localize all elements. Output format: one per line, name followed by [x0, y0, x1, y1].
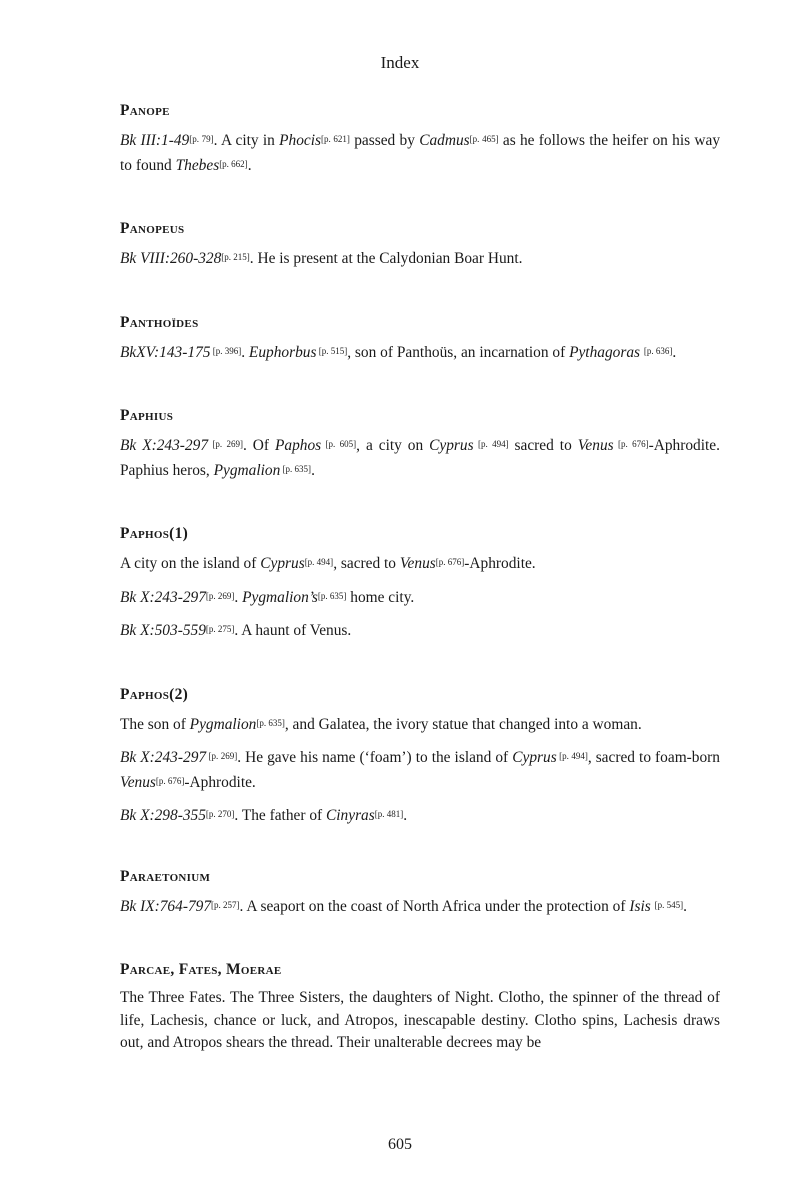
book-reference: Bk VIII:260-328 — [120, 250, 222, 267]
entry-paragraph — [120, 433, 720, 482]
entry-paragraph — [120, 340, 720, 365]
entry-text: home city. — [346, 588, 415, 606]
page-reference: [p. 676] — [155, 775, 185, 786]
entry-text: passed by — [349, 132, 420, 149]
entry-text: . A haunt of Venus. — [234, 622, 352, 639]
cross-reference-name: Venus — [577, 437, 614, 454]
page-reference: [p. 257] — [211, 899, 240, 910]
entry-paragraph — [120, 128, 720, 177]
cross-reference-name: Paphos — [275, 437, 322, 454]
entry-text: , sacred to — [333, 555, 400, 572]
entry-heading: Panopeus — [120, 220, 185, 237]
cross-reference-name: Thebes — [175, 156, 220, 174]
entry-text: . — [247, 156, 252, 174]
cross-reference-name: Cyprus — [429, 437, 474, 454]
cross-reference-name: Cinyras — [326, 807, 375, 824]
book-reference: Bk X:243-297 — [120, 588, 206, 606]
page-reference: [p. 605] — [321, 439, 357, 449]
index-entry — [120, 218, 720, 271]
page-reference: [p. 481] — [374, 809, 404, 819]
cross-reference-name: Venus — [120, 773, 156, 791]
entry-text: as he follows the heifer on his way to found — [120, 132, 721, 174]
index-entry — [120, 312, 720, 365]
entry-paragraph — [120, 585, 720, 610]
entry-paragraph — [120, 712, 720, 737]
entry-paragraph — [120, 745, 720, 794]
cross-reference-name: Cyprus — [512, 749, 557, 766]
entry-text: . A seaport on the coast of North Africa under the protection of — [239, 897, 630, 915]
page-reference: [p. 662] — [219, 158, 248, 169]
entry-text: -Aphrodite. — [184, 773, 256, 791]
entry-text: . — [683, 897, 687, 915]
entry-heading: Paphos(1) — [120, 525, 189, 542]
index-entries — [120, 100, 720, 1096]
book-reference: Bk X:503-559 — [120, 622, 206, 639]
index-entry — [120, 684, 720, 828]
entry-heading: Parcae, Fates, Moerae — [120, 961, 282, 978]
page-reference: [p. 635] — [256, 717, 285, 728]
entry-text: . — [672, 343, 677, 361]
page-number: 605 — [388, 1136, 412, 1153]
book-reference: Bk X:243-297 — [120, 749, 207, 766]
entry-text: . He gave his name (‘foam’) to the island of — [237, 749, 513, 766]
book-reference: Bk III:1-49 — [120, 132, 190, 149]
entry-text: . — [241, 343, 249, 361]
entry-text: . — [311, 461, 315, 479]
running-head: Index — [380, 53, 420, 72]
index-entry — [120, 866, 720, 919]
entry-text: -Aphrodite. — [464, 555, 536, 572]
entry-heading: Paphius — [120, 407, 174, 424]
cross-reference-name: Pythagoras — [569, 343, 641, 361]
page-reference: [p. 465] — [469, 134, 499, 144]
index-entry — [120, 523, 720, 643]
entry-paragraph — [120, 246, 720, 271]
cross-reference-name: Phocis — [279, 132, 321, 149]
entry-text: A city on the island of — [120, 555, 261, 572]
entry-text: The son of — [120, 715, 190, 733]
index-entry — [120, 959, 720, 1055]
entry-text: . He is present at the Calydonian Boar Hunt. — [249, 250, 523, 267]
entry-paragraph — [120, 803, 720, 828]
book-reference: Bk X:243-297 — [120, 437, 209, 454]
cross-reference-name: Pygmalion’s — [242, 588, 318, 606]
entry-text: The Three Fates. The Three Sisters, the daughters of Night. Clotho, the spinner of the thread of life, Lachesis, chance or luck, and Atropos, inescapable destiny. Clotho spins, Lachesis draws out, and Atropos shears the thread. Their unalterable decrees may be — [120, 989, 720, 1051]
page-reference: [p. 676] — [435, 557, 465, 567]
page-reference: [p. 635] — [317, 590, 347, 601]
entry-text: . The father of — [234, 807, 326, 824]
entry-text: . Of — [242, 437, 275, 454]
page-reference: [p. 676] — [613, 439, 649, 449]
cross-reference-name: Isis — [629, 897, 651, 915]
entry-text: , son of Panthoüs, an incarnation of — [347, 343, 570, 361]
book-reference: Bk IX:764-797 — [120, 897, 212, 915]
cross-reference-name: Pygmalion — [189, 715, 257, 733]
page-reference: [p. 635] — [280, 463, 312, 474]
cross-reference-name: Euphorbus — [248, 343, 317, 361]
entry-paragraph — [120, 551, 720, 576]
entry-heading: Panope — [120, 102, 170, 119]
page-reference: [p. 79] — [189, 134, 214, 144]
entry-paragraph — [120, 894, 720, 919]
entry-text: . A city in — [213, 132, 280, 149]
page-reference: [p. 515] — [316, 345, 348, 356]
entry-text: . — [234, 588, 243, 606]
page-reference: [p. 494] — [304, 557, 334, 567]
page-reference: [p. 269] — [206, 751, 238, 761]
page-reference: [p. 545] — [654, 899, 684, 910]
entry-text: , sacred to foam-born — [587, 749, 721, 766]
page-reference: [p. 494] — [473, 439, 509, 449]
book-reference: BkXV:143-175 — [120, 343, 211, 361]
cross-reference-name: Cyprus — [260, 555, 305, 572]
page-reference: [p. 621] — [321, 134, 350, 144]
entry-text: -Aphrodite. Paphius heros, — [120, 437, 720, 479]
cross-reference-name: Pygmalion — [213, 461, 281, 479]
index-entry — [120, 100, 720, 177]
page-reference: [p. 270] — [205, 809, 235, 819]
book-reference: Bk X:298-355 — [120, 807, 206, 824]
page-reference: [p. 215] — [221, 252, 250, 262]
page-reference: [p. 269] — [208, 439, 243, 449]
page-reference: [p. 396] — [210, 345, 242, 356]
index-entry — [120, 405, 720, 482]
entry-text: sacred to — [508, 437, 578, 454]
entry-heading: Panthoïdes — [120, 313, 199, 331]
page-reference: [p. 269] — [205, 590, 235, 601]
entry-heading: Paraetonium — [120, 867, 211, 885]
entry-paragraph — [120, 987, 720, 1055]
entry-paragraph — [120, 618, 720, 643]
entry-text: , and Galatea, the ivory statue that changed into a woman. — [284, 715, 642, 733]
cross-reference-name: Venus — [399, 555, 436, 572]
page-reference: [p. 636] — [643, 345, 673, 356]
cross-reference-name: Cadmus — [419, 132, 470, 149]
page-reference: [p. 494] — [556, 751, 588, 761]
page-reference: [p. 275] — [205, 624, 235, 634]
entry-heading: Paphos(2) — [120, 685, 189, 703]
entry-text: , a city on — [356, 437, 430, 454]
entry-text: . — [403, 807, 408, 824]
